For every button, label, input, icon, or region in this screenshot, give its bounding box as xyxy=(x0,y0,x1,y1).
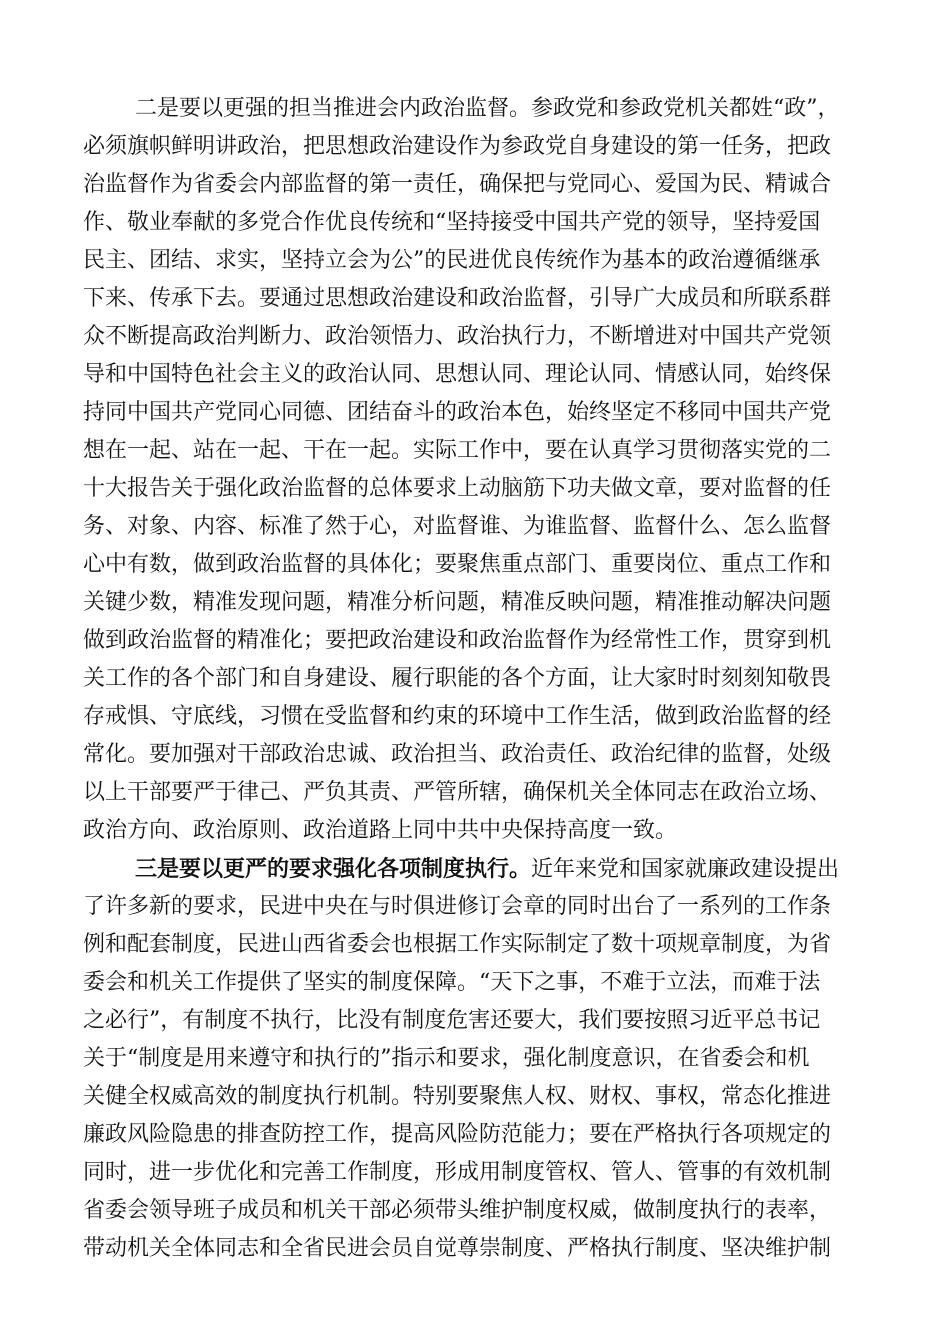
paragraph-line: 想在一起、站在一起、干在一起。实际工作中，要在认真学习贯彻落实党的二 xyxy=(83,438,832,463)
paragraph-line: 治监督作为省委会内部监督的第一责任，确保把与党同心、爱国为民、精诚合 xyxy=(83,172,832,197)
paragraph-line: 同时，进一步优化和完善工作制度，形成用制度管权、管人、管事的有效机制 xyxy=(83,1160,832,1185)
paragraph-line: 作、敬业奉献的多党合作优良传统和“坚持接受中国共产党的领导，坚持爱国 xyxy=(83,210,821,235)
paragraph-line: 政治方向、政治原则、政治道路上同中共中央保持高度一致。 xyxy=(83,818,678,843)
paragraph-line: 委会和机关工作提供了坚实的制度保障。“天下之事，不难于立法，而难于法 xyxy=(83,970,821,995)
paragraph-line: 常化。要加强对干部政治忠诚、政治担当、政治责任、政治纪律的监督，处级 xyxy=(83,742,832,767)
paragraph-lead-heading: 三是要以更严的要求强化各项制度执行。 xyxy=(135,856,532,882)
paragraph-line: 二是要以更强的担当推进会内政治监督。参政党和参政党机关都姓“政”， xyxy=(135,96,840,121)
paragraph-line: 以上干部要严于律己、严负其责、严管所辖，确保机关全体同志在政治立场、 xyxy=(83,780,832,805)
paragraph-line: 下来、传承下去。要通过思想政治建设和政治监督，引导广大成员和所联系群 xyxy=(83,286,832,311)
paragraph-line: 众不断提高政治判断力、政治领悟力、政治执行力，不断增进对中国共产党领 xyxy=(83,324,832,349)
paragraph-line: 关工作的各个部门和自身建设、履行职能的各个方面，让大家时时刻刻知敬畏 xyxy=(83,666,832,691)
paragraph-line: 民主、团结、求实，坚持立会为公”的民进优良传统作为基本的政治遵循继承 xyxy=(83,248,821,273)
paragraph-political-supervision xyxy=(83,90,873,850)
paragraph-line: 存戒惧、守底线，习惯在受监督和约束的环境中工作生活，做到政治监督的经 xyxy=(83,704,832,729)
paragraph-line: 务、对象、内容、标准了然于心，对监督谁、为谁监督、监督什么、怎么监督 xyxy=(83,514,832,539)
paragraph-first-line xyxy=(83,850,873,888)
paragraph-line: 持同中国共产党同心同德、团结奋斗的政治本色，始终坚定不移同中国共产党 xyxy=(83,400,832,425)
paragraph-line: 十大报告关于强化政治监督的总体要求上动脑筋下功夫做文章，要对监督的任 xyxy=(83,476,832,501)
paragraph-institutional-enforcement xyxy=(83,850,873,1268)
paragraph-line: 必须旗帜鲜明讲政治，把思想政治建设作为参政党自身建设的第一任务，把政 xyxy=(83,134,832,159)
paragraph-line: 之必行”，有制度不执行，比没有制度危害还要大，我们要按照习近平总书记 xyxy=(83,1008,821,1033)
paragraph-lead-continuation: 近年来党和国家就廉政建设提出 xyxy=(531,857,840,882)
paragraph-line: 关键少数，精准发现问题，精准分析问题，精准反映问题，精准推动解决问题 xyxy=(83,590,832,615)
paragraph-line: 例和配套制度，民进山西省委会也根据工作实际制定了数十项规章制度，为省 xyxy=(83,932,832,957)
paragraph-line: 省委会领导班子成员和机关干部必须带头维护制度权威，做制度执行的表率， xyxy=(83,1198,832,1223)
paragraph-line: 了许多新的要求，民进中央在与时俱进修订会章的同时出台了一系列的工作条 xyxy=(83,894,832,919)
paragraph-line: 心中有数，做到政治监督的具体化；要聚焦重点部门、重要岗位、重点工作和 xyxy=(83,552,832,577)
paragraph-line: 带动机关全体同志和全省民进会员自觉尊崇制度、严格执行制度、坚决维护制 xyxy=(83,1236,832,1261)
paragraph-line: 关健全权威高效的制度执行机制。特别要聚焦人权、财权、事权，常态化推进 xyxy=(83,1084,832,1109)
document-body xyxy=(83,90,873,1268)
paragraph-line: 导和中国特色社会主义的政治认同、思想认同、理论认同、情感认同，始终保 xyxy=(83,362,832,387)
paragraph-line: 做到政治监督的精准化；要把政治建设和政治监督作为经常性工作，贯穿到机 xyxy=(83,628,832,653)
paragraph-line: 关于“制度是用来遵守和执行的”指示和要求，强化制度意识，在省委会和机 xyxy=(83,1046,810,1071)
paragraph-line: 廉政风险隐患的排查防控工作，提高风险防范能力；要在严格执行各项规定的 xyxy=(83,1122,832,1147)
